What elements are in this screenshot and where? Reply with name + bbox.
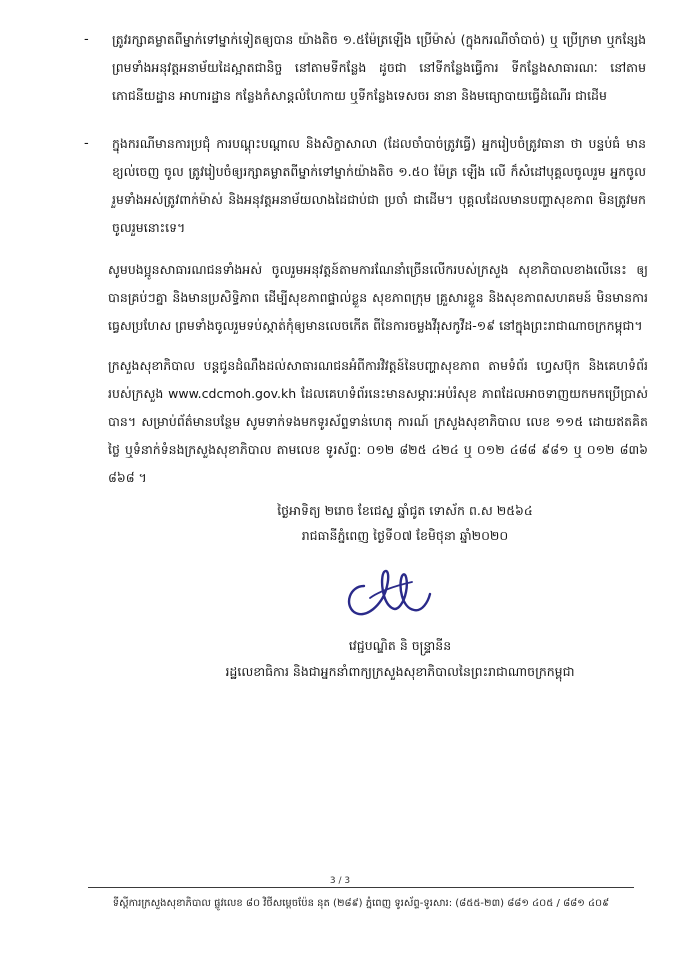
- bullet-list: [84, 26, 646, 262]
- bullet-item: [84, 130, 646, 242]
- page-number: 3 / 3: [329, 876, 351, 886]
- footer-divider: [88, 887, 634, 888]
- bullet-dash: -: [84, 136, 89, 151]
- footer-address: ទីស្តីការក្រសួងសុខាភិបាល ផ្លូវលេខ ៨០ វិថីសម្តេចប៉ែន នុត (២៨៩) ភ្នំពេញ ទូរស័ព្ទ-ទូរសារ: (៨៥៥-២៣) ៨៨១ ៤០៥ / ៨៨១ ៤០៩: [112, 898, 610, 909]
- bullet-item: [84, 26, 646, 110]
- signature-image: [330, 546, 450, 636]
- bullet-text: ក្នុងករណីមានការប្រជុំ ការបណ្តុះបណ្តាល និងសិក្ខាសាលា (ដែលចាំបាច់ត្រូវធ្វើ) អ្នករៀបចំត្រូវធានា ថា បន្ទប់ធំ មានខ្យល់ចេញ ចូល ត្រូវរៀបចំឲ្យរក្សាគម្លាតពីម្នាក់ទៅម្នាក់យ៉ាងតិច ១.៥០ ម៉ែត្រ ឡើង លើ ក៏សំដៅបុគ្គលចូលរួម អ្នកចូលរួមទាំងអស់ត្រូវពាក់ម៉ាស់ និងអនុវត្តអនាម័យលាងដៃជាប់ជា ប្រចាំ ជាដើម។ បុគ្គលដែលមានបញ្ហាសុខភាព មិនត្រូវមកចូលរួមនោះទេ។: [112, 136, 646, 235]
- appeal-paragraph: សូមបងប្អូនសាធារណជនទាំងអស់ ចូលរួមអនុវត្តន៍តាមការណែនាំច្រើនលើករបស់ក្រសួង សុខាភិបាលខាងលើនេះ ឲ្យបានគ្រប់ៗគ្នា និងមានប្រសិទ្ធិភាព ដើម្បីសុខភាពផ្ទាល់ខ្លួន សុខភាពក្រុម គ្រួសារខ្លួន និងសុខភាពសហគមន៍ មិនមានការធ្វេសប្រហែស ព្រមទាំងចូលរួមទប់ស្កាត់កុំឲ្យមានលេចកើត ពីនៃការចម្លងវីរុសកូវីដ-១៩ នៅក្នុងព្រះរាជាណាចក្រកម្ពុជា។: [108, 262, 648, 333]
- contact-paragraph: ក្រសួងសុខាភិបាល បន្តជូនដំណឹងដល់សាធារណជនអំពីការវិវត្តន៍នៃបញ្ហាសុខភាព តាមទំព័រ ហ្វេសប៊ុក និងគេហទំព័ររបស់ក្រសួង www.cdcmoh.gov.kh ដែលគេហទំព័រនេះមានសម្ភារៈអប់រំសុខ ភាពដែលអាចទាញយកមកប្រើប្រាស់បាន។ សម្រាប់ព័ត៌មានបន្ថែម សូមទាក់ទងមកទូរស័ព្ទទាន់ហេតុ ការណ៍ ក្រសួងសុខាភិបាល លេខ ១១៥ ដោយឥតគិតថ្លៃ ឬទំនាក់ទំនងក្រសួងសុខាភិបាល តាមលេខ ទូរស័ព្ទ: ០១២ ៨២៥ ៤២៤ ឬ ០១២ ៤៨៨ ៩៨១ ឬ ០១២ ៨៣៦ ៨៦៨ ។: [108, 358, 648, 485]
- solar-date: រាជធានីភ្នំពេញ ថ្ងៃទី០៧ ខែមិថុនា ឆ្នាំ២០២០: [301, 528, 509, 543]
- lunar-date: ថ្ងៃអាទិត្យ ២រោច ខែជេស្ឋ ឆ្នាំជូត ទោស័ក ព.ស ២៥៦៤: [277, 503, 533, 518]
- bullet-text: ត្រូវរក្សាគម្លាតពីម្នាក់ទៅម្នាក់ទៀតឲ្យបាន យ៉ាងតិច ១.៥ម៉ែត្រឡើង ប្រើម៉ាស់ (ក្នុងករណីចាំបាច់) ឬ ប្រើក្រមា ឬកន្សែង ព្រមទាំងអនុវត្តអនាម័យដៃស្អាតជានិច្ច នៅតាមទីកន្លែង ដូចជា នៅទីកន្លែងធ្វើការ ទីកន្លែងសាធារណៈ នៅតាមភោជនីយដ្ឋាន អាហារដ្ឋាន កន្លែងកំសាន្តលំហែកាយ ឬទីកន្លែងទេសចរ នានា និងមធ្យោបាយធ្វើដំណើរ ជាដើម: [112, 32, 646, 103]
- signer-block: [100, 633, 680, 685]
- signer-title: រដ្ឋលេខាធិការ និងជាអ្នកនាំពាក្យក្រសួងសុខាភិបាលនៃព្រះរាជាណាចក្រកម្ពុជា: [225, 664, 575, 679]
- bullet-dash: -: [84, 32, 89, 47]
- date-block: [120, 498, 680, 548]
- signer-name: វេជ្ជបណ្ឌិត និ ចន្ទ្រានីន: [348, 638, 452, 653]
